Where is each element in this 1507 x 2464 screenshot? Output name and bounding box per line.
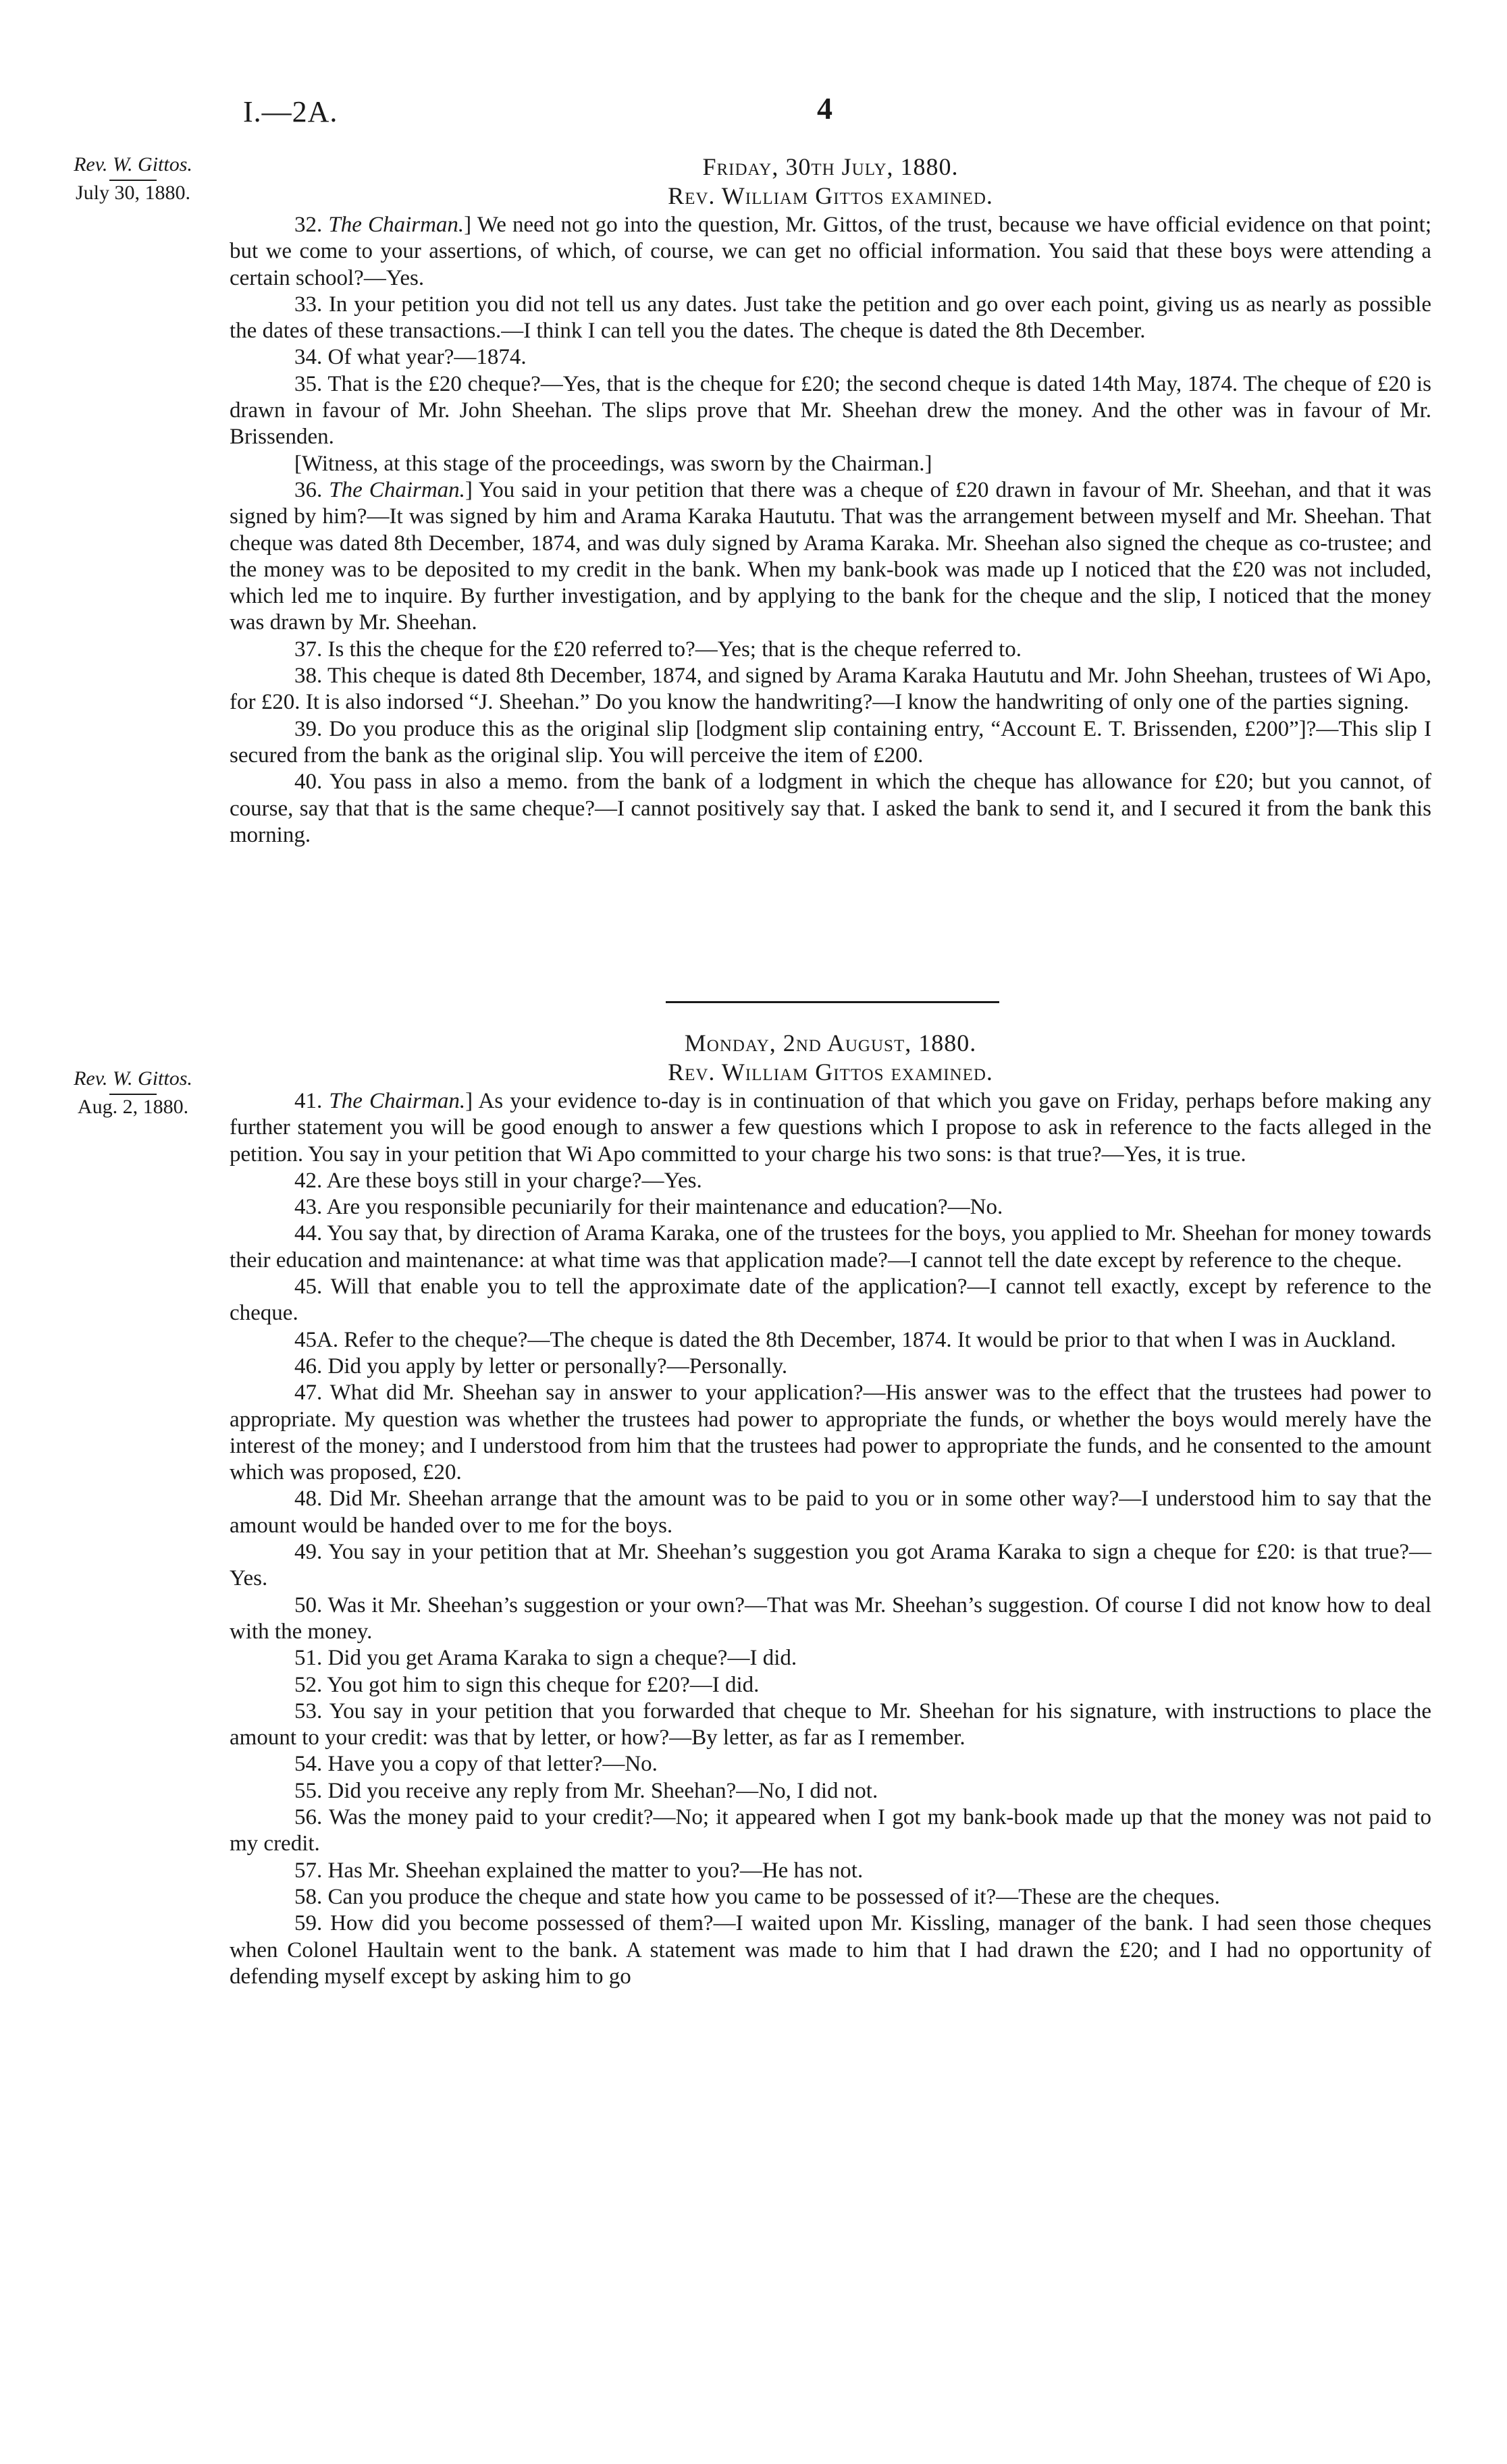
testimony-paragraph: 41. The Chairman.] As your evidence to-day is in continuation of that which you gave on Friday, perhaps before making any further statement you will be good enough to answer a few questions which I propose to ask in reference to the facts alleged in the petition. You say in your petition that Wi Apo committed to your charge his two sons: is that true?—Yes, it is true.	[230, 1089, 1432, 1167]
testimony-paragraph: 52. You got him to sign this cheque for £20?—I did.	[294, 1672, 760, 1697]
speaker-tag: The Chairman.	[328, 213, 465, 237]
testimony-paragraph: 37. Is this the cheque for the £20 referred to?—Yes; that is the cheque referred to.	[294, 637, 1022, 662]
testimony-paragraph: 45. Will that enable you to tell the approximate date of the application?—I cannot tell exactly, except by reference to the cheque.	[230, 1275, 1431, 1326]
testimony-paragraph: 45A. Refer to the cheque?—The cheque is dated the 8th December, 1874. It would be prior to that when I was in Auckland.	[294, 1327, 1396, 1352]
testimony-paragraph: 32. The Chairman.] We need not go into the question, Mr. Gittos, of the trust, because we have official evidence on that point; but we come to your assertions, of which, of course, we can get no official information. You said that these boys were attending a certain school?—Yes.	[230, 213, 1432, 290]
testimony-paragraph: 49. You say in your petition that at Mr. Sheehan’s suggestion you got Arama Karaka to sign a cheque for £20: is that true?—Yes.	[230, 1540, 1431, 1591]
testimony-paragraph: 50. Was it Mr. Sheehan’s suggestion or your own?—That was Mr. Sheehan’s suggestion. Of course I did not know how to deal with the money.	[230, 1592, 1431, 1644]
testimony-paragraph: 42. Are these boys still in your charge?—Yes.	[294, 1168, 702, 1193]
testimony-paragraph: 43. Are you responsible pecuniarily for their maintenance and education?—No.	[294, 1195, 1003, 1220]
witness-heading: Rev. William Gittos examined.	[668, 1059, 993, 1086]
testimony-paragraph: 54. Have you a copy of that letter?—No.	[294, 1752, 658, 1777]
margin-note-date: Aug. 2, 1880.	[77, 1096, 189, 1118]
testimony-section-2	[230, 1029, 1431, 1990]
session-date: Monday, 2nd August, 1880.	[684, 1029, 977, 1056]
speaker-tag: The Chairman.	[329, 477, 465, 502]
testimony-paragraph: 44. You say that, by direction of Arama Karaka, one of the trustees for the boys, you applied to Mr. Sheehan for money towards their education and maintenance: at what time was that application made?—I cannot tell the date except by reference to the cheque.	[230, 1221, 1431, 1273]
margin-note-section-2	[49, 1067, 217, 1119]
testimony-paragraph: 38. This cheque is dated 8th December, 1874, and signed by Arama Karaka Haututu and Mr. John Sheehan, trustees of Wi Apo, for £20. It is also indorsed “J. Sheehan.” Do you know the handwriting?—I know the handwriting of only one of the parties signing.	[230, 664, 1431, 715]
testimony-paragraph: 51. Did you get Arama Karaka to sign a cheque?—I did.	[294, 1646, 797, 1671]
testimony-paragraph: 55. Did you receive any reply from Mr. Sheehan?—No, I did not.	[294, 1778, 878, 1803]
testimony-paragraph: 46. Did you apply by letter or personally?—Personally.	[294, 1354, 788, 1378]
testimony-paragraph: 58. Can you produce the cheque and state how you came to be possessed of it?—These are the cheques.	[294, 1884, 1220, 1909]
section-divider	[666, 1001, 999, 1003]
testimony-paragraph: 40. You pass in also a memo. from the bank of a lodgment in which the cheque has allowance for £20; but you cannot, of course, say that that is the same cheque?—I cannot positively say that. I asked the bank to send it, and I secured it from the bank this morning.	[230, 770, 1431, 847]
testimony-paragraph: 47. What did Mr. Sheehan say in answer to your application?—His answer was to the effect that the trustees had power to appropriate. My question was whether the trustees had power to appropriate the funds, or whether the boys would merely have the interest of the money; and I understood from him that the trustees had power to appropriate the funds, and he consented to the amount which was proposed, £20.	[230, 1381, 1431, 1485]
testimony-paragraph: 36. The Chairman.] You said in your petition that there was a cheque of £20 drawn in favour of Mr. Sheehan, and that it was signed by him?—It was signed by him and Arama Karaka Haututu. That was the arrangement between myself and Mr. Sheehan. That cheque was dated 8th December, 1874, and was duly signed by Arama Karaka. Mr. Sheehan also signed the cheque as co-trustee; and the money was to be deposited to my credit in the bank. When my bank-book was made up I noticed that the £20 was not included, which led me to inquire. By further investigation, and by applying to the bank for the cheque and the slip, I noticed that the money was drawn by Mr. Sheehan.	[230, 477, 1432, 635]
witness-heading: Rev. William Gittos examined.	[668, 182, 993, 209]
testimony-paragraph: 57. Has Mr. Sheehan explained the matter to you?—He has not.	[294, 1858, 864, 1883]
margin-note-date: July 30, 1880.	[75, 182, 190, 204]
testimony-paragraph: [Witness, at this stage of the proceedings, was sworn by the Chairman.]	[294, 451, 932, 476]
margin-note-name: Rev. W. Gittos.	[74, 1067, 192, 1090]
margin-note-rule	[109, 180, 157, 181]
testimony-paragraph: 53. You say in your petition that you forwarded that cheque to Mr. Sheehan for his signature, with instructions to place the amount to your credit: was that by letter, or how?—By letter, as far as I remember.	[230, 1698, 1431, 1750]
testimony-paragraph: 39. Do you produce this as the original slip [lodgment slip containing entry, “Account E. T. Brissenden, £200”]?—This slip I secured from the bank as the original slip. You will perceive the item of £200.	[230, 716, 1431, 768]
testimony-paragraph: 56. Was the money paid to your credit?—No; it appeared when I got my bank-book made up that the money was not paid to my credit.	[230, 1805, 1431, 1856]
session-date: Friday, 30th July, 1880.	[702, 153, 959, 180]
page-number: 4	[817, 91, 832, 126]
testimony-paragraph: 33. In your petition you did not tell us any dates. Just take the petition and go over each point, giving us as nearly as possible the dates of these transactions.—I think I can tell you the dates. The cheque is dated the 8th December.	[230, 292, 1431, 344]
parliamentary-paper-reference: I.—2A.	[243, 95, 338, 128]
testimony-section-1	[230, 153, 1431, 849]
margin-note-section-1	[49, 153, 217, 205]
margin-note-name: Rev. W. Gittos.	[74, 153, 192, 176]
testimony-paragraph: 48. Did Mr. Sheehan arrange that the amount was to be paid to you or in some other way?—I understood him to say that the amount would be handed over to me for the boys.	[230, 1487, 1431, 1538]
testimony-paragraph: 35. That is the £20 cheque?—Yes, that is the cheque for £20; the second cheque is dated 14th May, 1874. The cheque of £20 is drawn in favour of Mr. John Sheehan. The slips prove that Mr. Sheehan drew the money. And the other was in favour of Mr. Brissenden.	[230, 371, 1431, 450]
speaker-tag: The Chairman.	[329, 1089, 466, 1113]
testimony-paragraph: 59. How did you become possessed of them?—I waited upon Mr. Kissling, manager of the bank. I had seen those cheques when Colonel Haultain went to the bank. A statement was made to him that I had drawn the £20; and I had no opportunity of defending myself except by asking him to go	[230, 1911, 1431, 1989]
testimony-paragraph: 34. Of what year?—1874.	[294, 345, 527, 370]
margin-note-rule	[109, 1094, 157, 1095]
